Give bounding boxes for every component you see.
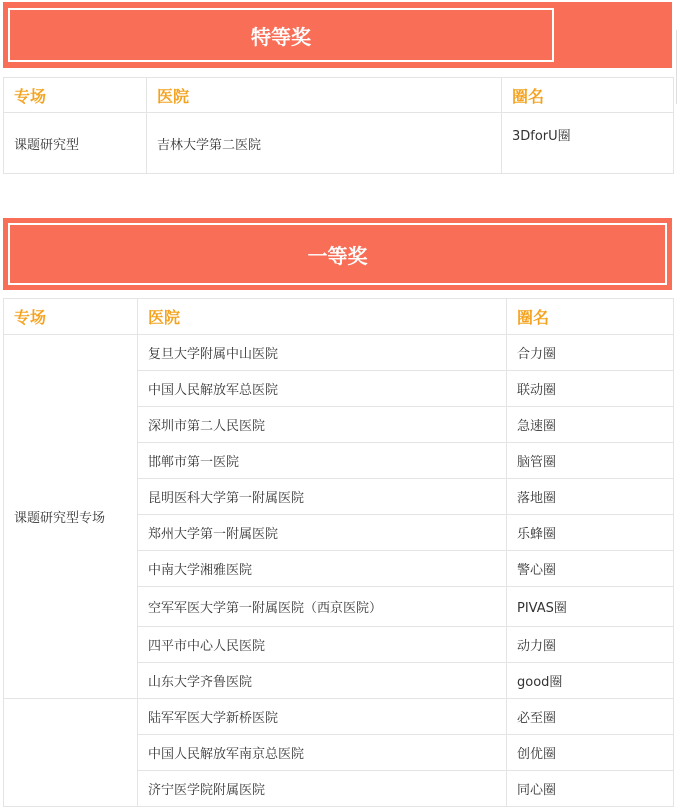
table-header-row: [4, 299, 674, 335]
circle-cell: 脑管圈: [507, 443, 674, 479]
divider: [676, 30, 677, 104]
hospital-cell: 四平市中心人民医院: [138, 627, 507, 663]
hospital-cell: 济宁医学院附属医院: [138, 771, 507, 807]
circle-cell: 同心圈: [507, 771, 674, 807]
circle-cell: 联动圈: [507, 371, 674, 407]
circle-cell: 3DforU圈: [502, 113, 674, 174]
award-title-first: 一等奖: [8, 223, 667, 285]
hospital-cell: 复旦大学附属中山医院: [138, 335, 507, 371]
hospital-cell: 昆明医科大学第一附属医院: [138, 479, 507, 515]
table-row: [4, 335, 674, 371]
header-hospital: 医院: [147, 78, 502, 113]
circle-cell: 合力圈: [507, 335, 674, 371]
award-banner-special: [3, 2, 672, 68]
hospital-cell: 空军军医大学第一附属医院（西京医院）: [138, 587, 507, 627]
award-table-special: [3, 77, 674, 174]
category-cell: 课题研究型: [4, 113, 147, 174]
header-circle: 圈名: [502, 78, 674, 113]
table-row: [4, 699, 674, 735]
hospital-cell: 中国人民解放军总医院: [138, 371, 507, 407]
table-row: [4, 113, 674, 174]
header-category: 专场: [4, 299, 138, 335]
hospital-cell: 陆军军医大学新桥医院: [138, 699, 507, 735]
award-title-special: 特等奖: [8, 8, 554, 62]
hospital-cell: 邯郸市第一医院: [138, 443, 507, 479]
header-category: 专场: [4, 78, 147, 113]
category-cell: 课题研究型专场: [4, 335, 138, 699]
table-header-row: [4, 78, 674, 113]
header-hospital: 医院: [138, 299, 507, 335]
circle-cell: 落地圈: [507, 479, 674, 515]
header-circle: 圈名: [507, 299, 674, 335]
circle-cell: 必至圈: [507, 699, 674, 735]
circle-cell: good圈: [507, 663, 674, 699]
circle-cell: 创优圈: [507, 735, 674, 771]
circle-cell: 急速圈: [507, 407, 674, 443]
hospital-cell: 深圳市第二人民医院: [138, 407, 507, 443]
circle-cell: PIVAS圈: [507, 587, 674, 627]
circle-cell: 乐蜂圈: [507, 515, 674, 551]
circle-cell: 警心圈: [507, 551, 674, 587]
hospital-cell: 吉林大学第二医院: [147, 113, 502, 174]
hospital-cell: 山东大学齐鲁医院: [138, 663, 507, 699]
hospital-cell: 中南大学湘雅医院: [138, 551, 507, 587]
award-table-first: [3, 298, 674, 807]
category-cell: [4, 699, 138, 807]
award-banner-first: [3, 218, 672, 290]
circle-cell: 动力圈: [507, 627, 674, 663]
hospital-cell: 中国人民解放军南京总医院: [138, 735, 507, 771]
hospital-cell: 郑州大学第一附属医院: [138, 515, 507, 551]
